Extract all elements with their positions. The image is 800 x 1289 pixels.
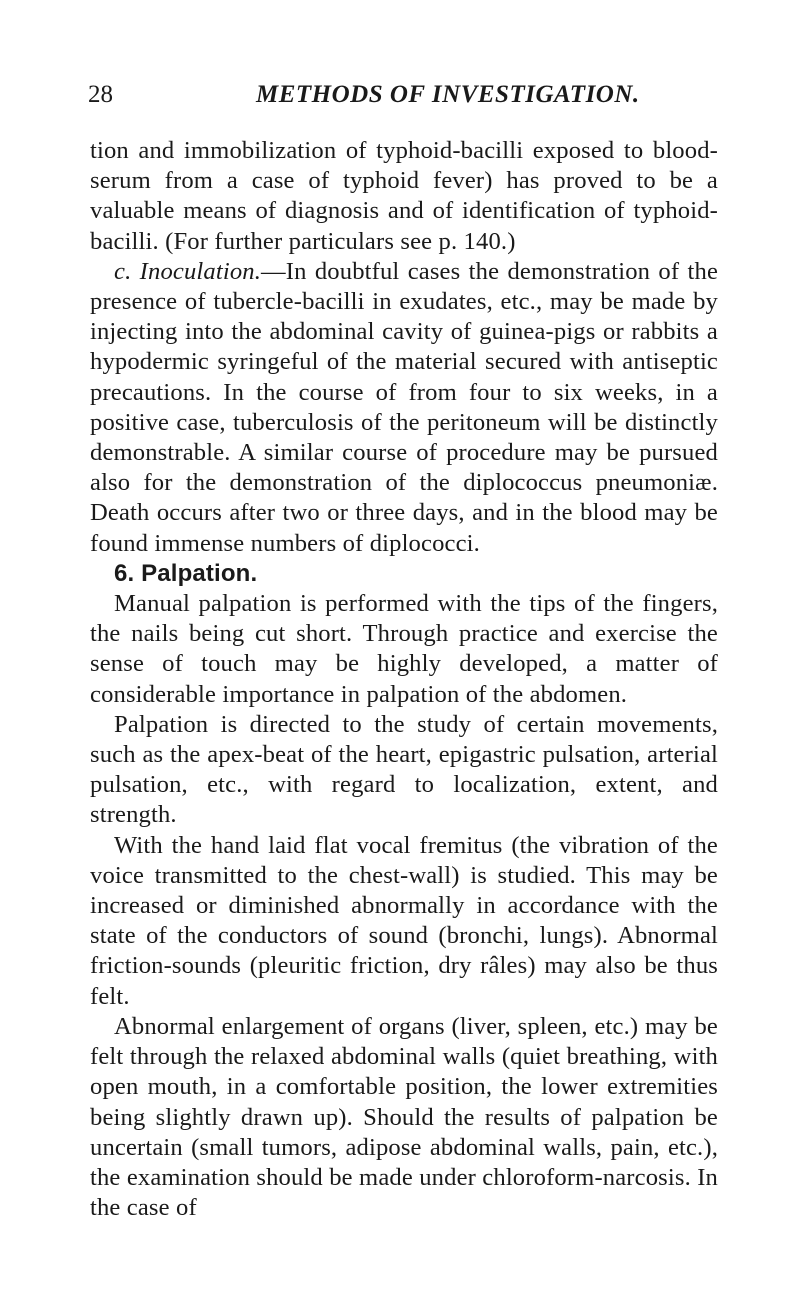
paragraph-vocal-fremitus: With the hand laid flat vocal fremitus (the vibration of the voice transmitted to the chest-wall) is studied. This may be increased or diminished abnormally in accordance with the state of the conductors of sound (bronchi, lungs). Abnormal friction-sounds (pleuritic friction, dry râles) may also be thus felt.: [90, 831, 718, 1010]
paragraph-inoculation-text: —In doubtful cases the demonstration of the presence of tubercle-bacilli in exudates, etc., may be made by injecting into the abdominal cavity of guinea-pigs or rabbits a hypodermic syringeful of the material secured with antiseptic precautions. In the course of from four to six weeks, in a positive case, tuberculosis of the peritoneum will be distinctly demonstrable. A similar course of procedure may be pursued also for the demonstration of the diplococcus pneumoniæ. Death occurs after two or three days, and in the blood may be found immense numbers of diplococci.: [90, 257, 719, 557]
page-header: [88, 78, 708, 112]
body-text: [90, 136, 718, 1223]
running-head: METHODS OF INVESTIGATION.: [256, 81, 640, 108]
paragraph-continuation: tion and immobilization of typhoid-bacilli exposed to blood-serum from a case of typhoid fever) has proved to be a valuable means of diagnosis and of identification of typhoid-bacilli. (For further particulars see p. 140.): [90, 137, 718, 255]
paragraph-palpation-movements: Palpation is directed to the study of certain movements, such as the apex-beat of the heart, epigastric pulsation, arterial pulsation, etc., with regard to localization, extent, and strength.: [90, 710, 718, 829]
page-number: 28: [88, 81, 113, 108]
subsection-label: c. Inoculation.: [114, 257, 262, 285]
section-heading: 6. Palpation.: [114, 559, 258, 587]
paragraph-organ-enlargement: Abnormal enlargement of organs (liver, spleen, etc.) may be felt through the relaxed abdominal walls (quiet breathing, with open mouth, in a comfortable position, the lower extremities being slightly drawn up). Should the results of palpation be uncertain (small tumors, adipose abdominal walls, pain, etc.), the examination should be made under chloroform-narcosis. In the case of: [90, 1012, 718, 1222]
paragraph-inoculation: [90, 257, 718, 559]
paragraph-manual-palpation: Manual palpation is performed with the tips of the fingers, the nails being cut short. Through practice and exercise the sense of touch may be highly developed, a matter of considerable importance in palpation of the abdomen.: [90, 590, 718, 708]
